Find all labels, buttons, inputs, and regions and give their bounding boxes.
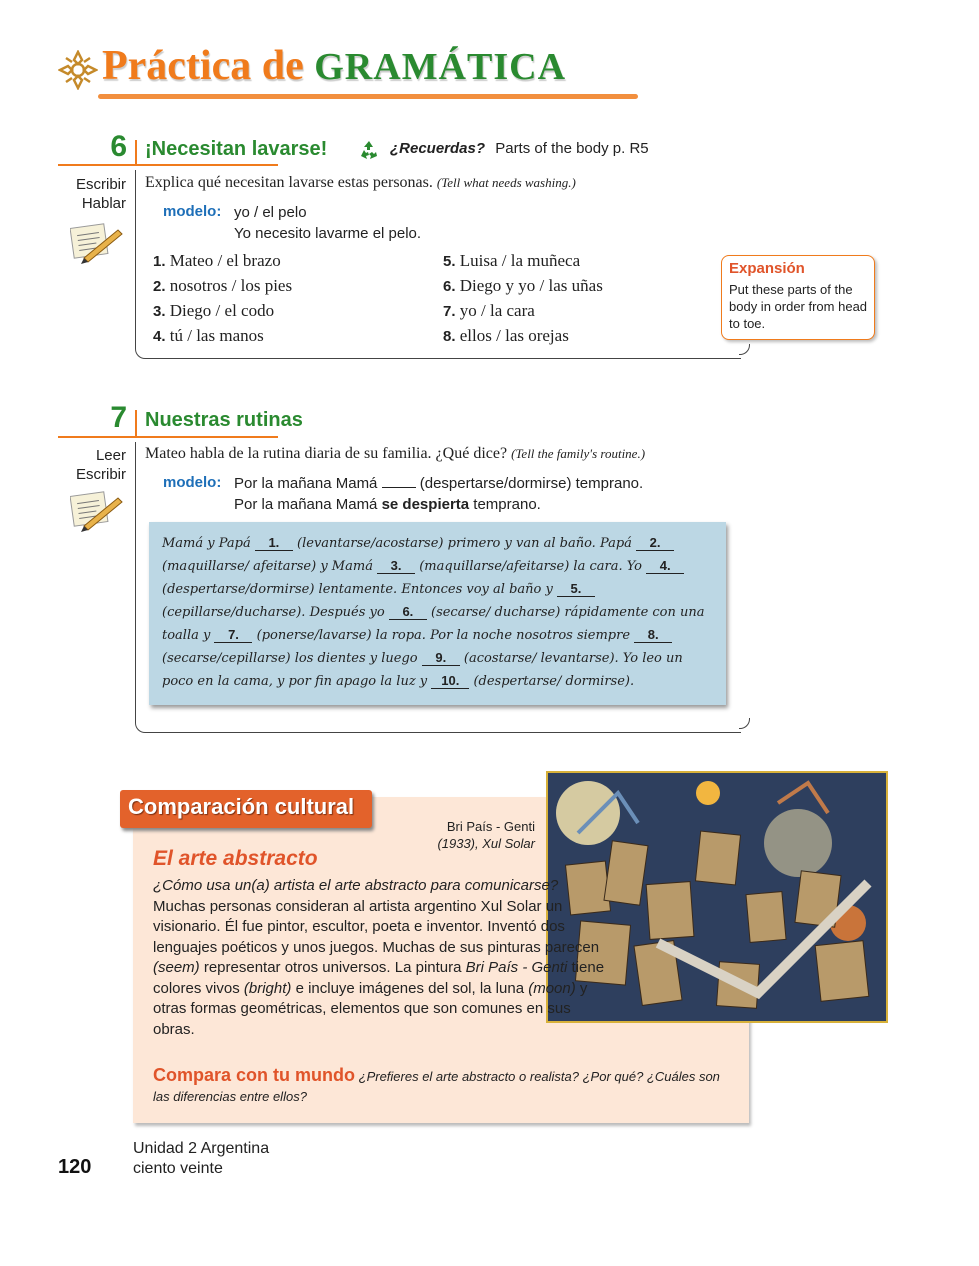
modelo-label: modelo:: [163, 203, 222, 220]
page-header: [58, 42, 638, 107]
page-number: 120: [58, 1156, 92, 1178]
list-item: 8. ellos / las orejas: [443, 326, 569, 345]
activity-6-title: ¡Necesitan lavarse!: [145, 138, 328, 160]
activity-6-instruction: [145, 174, 576, 192]
writing-pencil-icon: [70, 222, 124, 264]
activity-6-divider: [135, 140, 137, 164]
skill-label: Leer: [95, 447, 126, 464]
list-item: 5. Luisa / la muñeca: [443, 251, 581, 270]
caption-artist: (1933), Xul Solar: [437, 836, 535, 851]
items-column-left: [153, 249, 423, 349]
modelo-prompt: Por la mañana Mamá (despertarse/dormirse) temprano.: [234, 475, 644, 492]
modelo-example: [234, 202, 421, 244]
blank-4: 4.: [646, 558, 684, 574]
activity-7-divider: [135, 410, 137, 436]
skill-label: Hablar: [81, 195, 126, 212]
blank-2: 2.: [636, 535, 674, 551]
list-item: 4. tú / las manos: [153, 326, 264, 345]
page-title: Práctica de GRAMÁTICA: [102, 43, 567, 89]
instruction-english: (Tell what needs washing.): [436, 175, 576, 190]
modelo-answer: Por la mañana Mamá se despierta temprano.: [234, 496, 541, 513]
footer-unit: Unidad 2 Argentina: [133, 1140, 270, 1157]
modelo-label: modelo:: [163, 474, 222, 491]
recuerdas-text: Parts of the body p. R5: [495, 140, 649, 157]
recuerdas-note: [390, 140, 649, 157]
blank-10: 10.: [431, 673, 469, 689]
ornament-icon: [58, 50, 98, 90]
blank-7: 7.: [214, 627, 252, 643]
recuerdas-label: ¿Recuerdas?: [390, 140, 486, 157]
activity-6-bracket-end: [739, 344, 750, 355]
painting-caption: [390, 818, 535, 852]
compara-title: Compara con tu mundo: [153, 1065, 355, 1085]
compara-question: ¿Prefieres el arte abstracto o realista? ¿Por qué? ¿Cuáles son las diferencias entre ellos?: [153, 1069, 720, 1104]
writing-pencil-icon: [70, 490, 124, 532]
blank-1: 1.: [255, 535, 293, 551]
activity-6-number: 6: [110, 130, 127, 163]
modelo-answer: Yo necesito lavarme el pelo.: [234, 225, 422, 242]
activity-7-rule: [58, 436, 278, 438]
title-underline: [98, 94, 638, 99]
culture-banner: [120, 790, 372, 828]
culture-paragraph: ¿Cómo usa un(a) artista el arte abstracto para comunicarse? Muchas personas consideran al artista argentino Xul Solar un visionario. Él fue pintor, escultor, poeta e inventor. Inventó dos lenguajes poéticos y unos juegos. Muchas de sus pinturas parecen (seem) representar otros universos. La pintura Bri País - Genti tiene colores vivos (bright) e incluye imágenes del sol, la luna (moon) y otras formas geométricas, elementos que son comunes en sus obras.: [153, 877, 605, 1038]
instruction-text: Explica qué necesitan lavarse estas personas.: [145, 174, 433, 191]
activity-7-number: 7: [110, 401, 127, 434]
blank-9: 9.: [422, 650, 460, 666]
list-item: 7. yo / la cara: [443, 301, 535, 320]
culture-banner-label: Comparación cultural: [128, 794, 355, 819]
list-item: 3. Diego / el codo: [153, 301, 275, 320]
list-item: 6. Diego y yo / las uñas: [443, 276, 603, 295]
items-column-right: [443, 249, 713, 349]
activity-6-rule: [58, 164, 278, 166]
activity-7-skills: [60, 446, 126, 484]
activity-6-skills: [60, 175, 126, 213]
caption-title: Bri País - Genti: [446, 819, 535, 834]
expansion-text: Put these parts of the body in order from head to toe.: [729, 282, 868, 331]
culture-title: El arte abstracto: [153, 847, 318, 870]
skill-label: Escribir: [75, 176, 126, 193]
blank-6: 6.: [389, 604, 427, 620]
list-item: 1. Mateo / el brazo: [153, 251, 281, 270]
modelo-prompt: yo / el pelo: [234, 204, 307, 221]
activity-7-title: Nuestras rutinas: [145, 409, 303, 431]
activity-7-instruction: [145, 445, 645, 463]
list-item: 2. nosotros / los pies: [153, 276, 293, 295]
blank-5: 5.: [557, 581, 595, 597]
modelo-example: [234, 473, 643, 515]
blank-3: 3.: [377, 558, 415, 574]
note-text: Mamá y Papá 1. (levantarse/acostarse) primero y van al baño. Papá 2. (maquillarse/ afeitarse) y Mamá 3. (maquillarse/afeitarse) la cara. Yo 4. (despertarse/dormirse) lentamente. Entonces voy al baño y 5. (cepillarse/ducharse). Después yo 6. (secarse/ ducharse) rápidamente con una toalla y 7. (ponerse/lavarse) la ropa. Por la noche nosotros siempre 8. (secarse/cepillarse) los dientes y luego 9. (acostarse/ levantarse). Yo leo un poco en la cama, y por fin apago la luz y 10. (despertarse/ dormirse).: [162, 535, 705, 689]
activity-7-bracket-end: [739, 718, 750, 729]
recycle-icon: [358, 139, 380, 161]
footer-page-words: ciento veinte: [133, 1160, 223, 1177]
instruction-text: Mateo habla de la rutina diaria de su familia. ¿Qué dice?: [145, 445, 508, 462]
routine-note: [149, 522, 726, 705]
expansion-title: Expansión: [729, 260, 805, 277]
skill-label: Escribir: [75, 466, 126, 483]
expansion-box: [721, 255, 875, 340]
compara-section: [153, 1065, 733, 1107]
blank-8: 8.: [634, 627, 672, 643]
instruction-english: (Tell the family's routine.): [511, 446, 646, 461]
